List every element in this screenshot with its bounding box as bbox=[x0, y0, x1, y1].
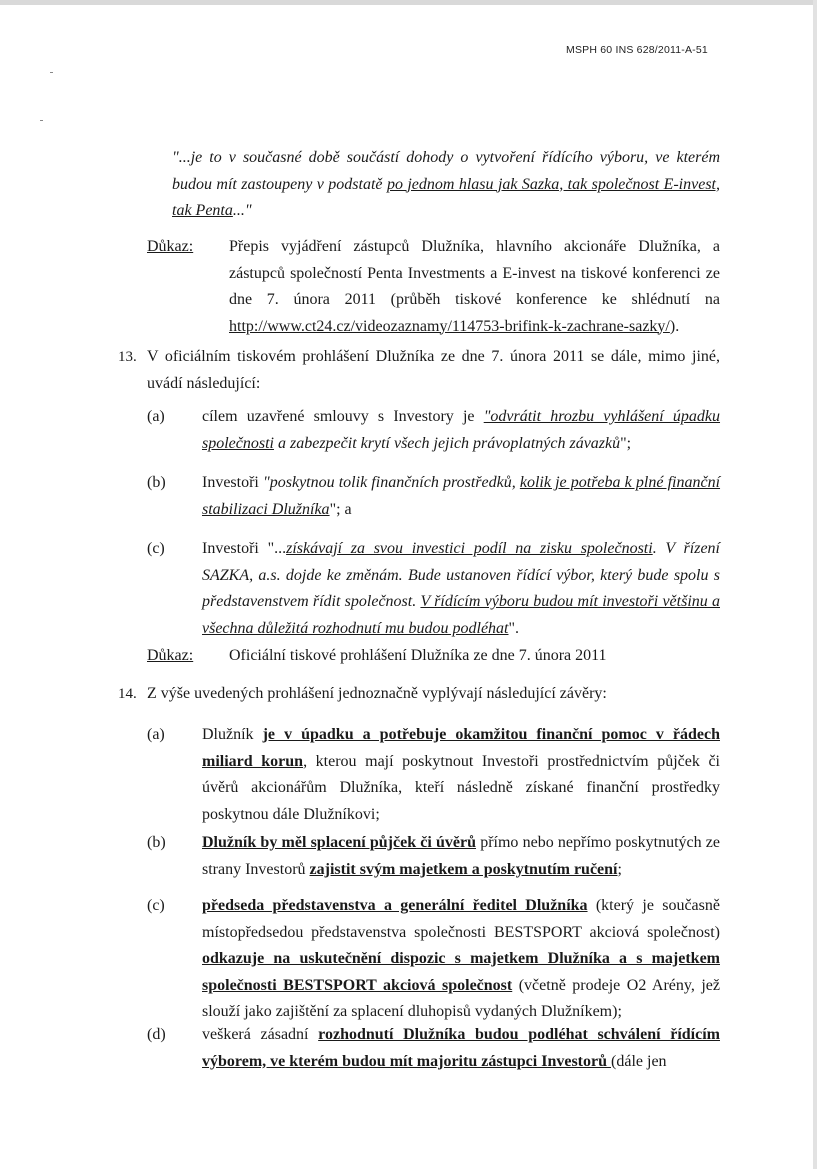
item-letter: (c) bbox=[147, 897, 165, 914]
proof-label: Důkaz: bbox=[147, 238, 194, 255]
list-item: Dlužník by měl splacení půjček či úvěrů přímo nebo nepřímo poskytnutých ze strany Investorů zajistit svým majetkem a poskytnutím ručení; bbox=[202, 834, 721, 878]
paragraph-number: 13. bbox=[118, 349, 137, 365]
scan-edge-right bbox=[813, 0, 817, 1169]
document-reference: MSPH 60 INS 628/2011-A-51 bbox=[566, 44, 708, 56]
item-letter: (d) bbox=[147, 1026, 166, 1043]
paragraph-intro: V oficiálním tiskovém prohlášení Dlužníka ze dne 7. února 2011 se dále, mimo jiné, uvádí následující: bbox=[147, 348, 720, 392]
scan-speck bbox=[40, 120, 43, 121]
proof-label: Důkaz: bbox=[147, 647, 194, 664]
paragraph-intro: Z výše uvedených prohlášení jednoznačně vyplývají následující závěry: bbox=[147, 685, 607, 702]
proof-text: Přepis vyjádření zástupců Dlužníka, hlavního akcionáře Dlužníka, a zástupců společností Penta Investments a E-invest na tiskové konferenci ze dne 7. února 2011 (průběh tiskové konference ke shlédnutí na http://www.ct24.cz/videozaznamy/114753-brifink-k-zachrane-sazky/). bbox=[229, 238, 720, 335]
proof-text: Oficiální tiskové prohlášení Dlužníka ze dne 7. února 2011 bbox=[229, 647, 607, 664]
item-letter: (a) bbox=[147, 726, 165, 743]
scan-edge-top bbox=[0, 0, 817, 5]
list-item: cílem uzavřené smlouvy s Investory je "odvrátit hrozbu vyhlášení úpadku společnosti a zabezpečit krytí všech jejich právoplatných závazků"; bbox=[202, 408, 721, 452]
paragraph-number: 14. bbox=[118, 686, 137, 702]
list-item: Dlužník je v úpadku a potřebuje okamžitou finanční pomoc v řádech miliard korun, kterou mají poskytnout Investoři prostřednictvím půjček či úvěrů akcionářům Dlužníka, kteří následně získané finanční prostředky poskytnou dále Dlužníkovi; bbox=[202, 726, 721, 823]
video-link[interactable]: http://www.ct24.cz/videozaznamy/114753-brifink-k-zachrane-sazky/ bbox=[229, 317, 670, 335]
list-item: Investoři "...získávají za svou investici podíl na zisku společnosti. V řízení SAZKA, a.s. dojde ke změnám. Bude ustanoven řídící výbor, který bude spolu s představenstvem řídit společnost. V řídícím výboru budou mít investoři většinu a všechna důležitá rozhodnutí mu budou podléhat". bbox=[202, 540, 720, 637]
item-letter: (c) bbox=[147, 540, 165, 557]
item-letter: (b) bbox=[147, 834, 166, 851]
item-letter: (b) bbox=[147, 474, 166, 491]
scan-speck bbox=[50, 72, 53, 73]
list-item: předseda představenstva a generální ředitel Dlužníka (který je současně místopředsedou představenstva společnosti BESTSPORT akciová společnost) odkazuje na uskutečnění dispozic s majetkem Dlužníka a s majetkem společnosti BESTSPORT akciová společnost (včetně prodeje O2 Arény, jež slouží jako zajištění za splacení dluhopisů vydaných Dlužníkem); bbox=[202, 897, 721, 1020]
list-item: Investoři "poskytnou tolik finančních prostředků, kolik je potřeba k plné finanční stabilizaci Dlužníka"; a bbox=[202, 474, 721, 518]
quote-paragraph: "...je to v současné době součástí dohody o vytvoření řídícího výboru, ve kterém budou mít zastoupeny v podstatě po jednom hlasu jak Sazka, tak společnost E-invest, tak Penta..." bbox=[172, 149, 720, 219]
item-letter: (a) bbox=[147, 408, 165, 425]
list-item: veškerá zásadní rozhodnutí Dlužníka budou podléhat schválení řídícím výborem, ve kterém budou mít majoritu zástupci Investorů (dále jen bbox=[202, 1026, 720, 1070]
